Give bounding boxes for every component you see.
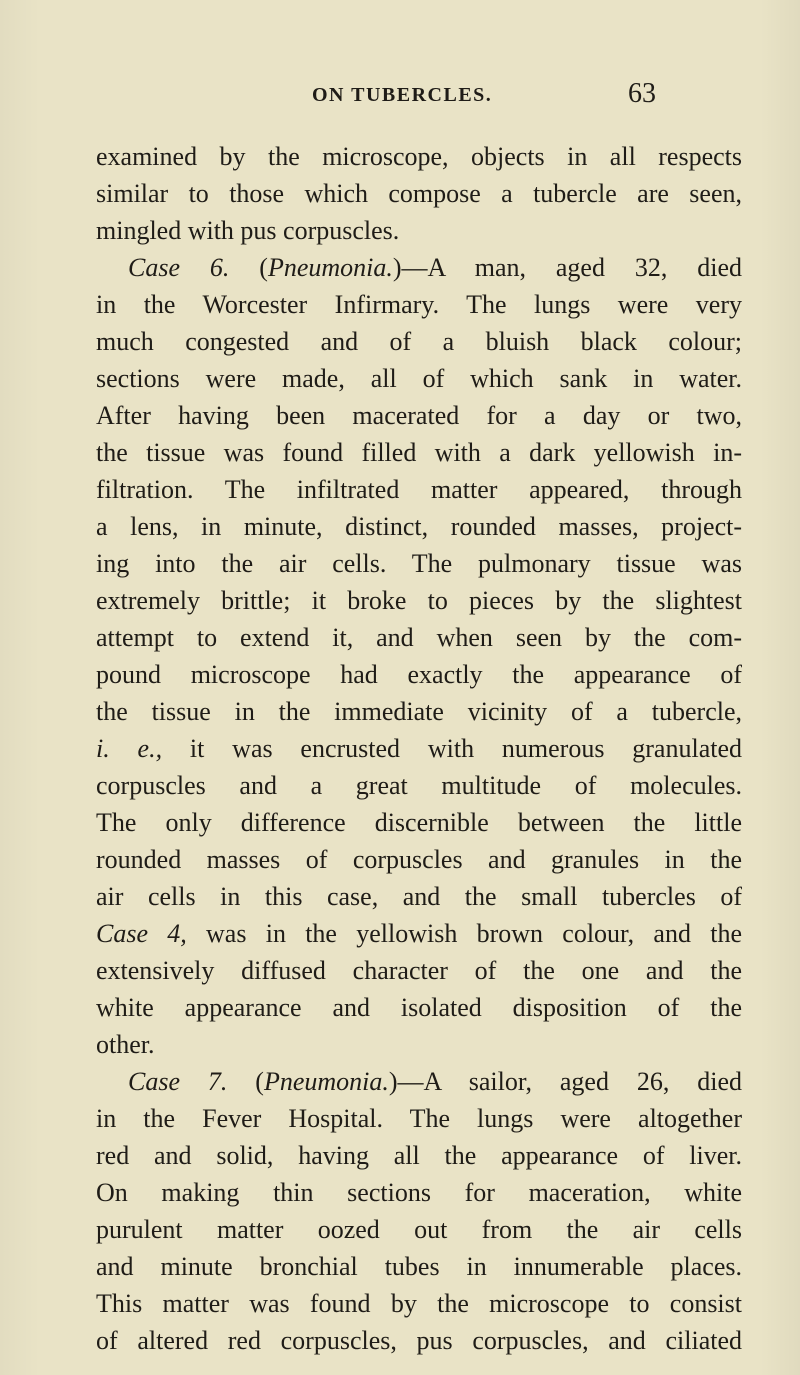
text-line: and minute bronchial tubes in innumerable places. [96,1252,742,1281]
text-line: of altered red corpuscles, pus corpuscles, and ciliated [96,1326,742,1355]
text-line: extremely brittle; it broke to pieces by the slightest [96,586,742,615]
text-line: filtration. The infiltrated matter appeared, through [96,475,742,504]
paren-open: ( [229,253,268,282]
text-line: much congested and of a bluish black colour; [96,327,742,356]
text-line: in the Worcester Infirmary. The lungs were very [96,290,742,319]
text-line: extensively diffused character of the one and the [96,956,742,985]
running-title: ON TUBERCLES. [312,84,493,106]
case-label: Case 6. [128,253,230,282]
body-text [96,138,742,1359]
case-label: Case 7. [128,1067,228,1096]
text-line [96,730,742,767]
text-line: ing into the air cells. The pulmonary tissue was [96,549,742,578]
case-intro: )—A sailor, aged 26, died [388,1067,742,1096]
text-line: a lens, in minute, distinct, rounded masses, project- [96,512,742,541]
text-line: red and solid, having all the appearance of liver. [96,1141,742,1170]
text-line: the tissue in the immediate vicinity of a tubercle, [96,697,742,726]
case-reference: Case 4, [96,919,187,948]
text-line: pound microscope had exactly the appearance of [96,660,742,689]
text-line [96,915,742,952]
text-line: other. [96,1030,155,1059]
text-line: purulent matter oozed out from the air cells [96,1215,742,1244]
text-span: it was encrusted with numerous granulated [162,734,742,763]
text-line: similar to those which compose a tubercle are seen, [96,179,742,208]
diagnosis-title: Pneumonia. [263,1067,389,1096]
paren-open: ( [227,1067,264,1096]
text-line: air cells in this case, and the small tubercles of [96,882,742,911]
text-line: attempt to extend it, and when seen by the com- [96,623,742,652]
text-line: white appearance and isolated disposition of the [96,993,742,1022]
text-span: was in the yellowish brown colour, and the [186,919,742,948]
text-line: in the Fever Hospital. The lungs were altogether [96,1104,742,1133]
text-line: On making thin sections for maceration, white [96,1178,742,1207]
case-intro: )—A man, aged 32, died [392,253,742,282]
text-line: sections were made, all of which sank in water. [96,364,742,393]
text-line: corpuscles and a great multitude of molecules. [96,771,742,800]
case-7-heading-line [96,1063,742,1100]
text-line: the tissue was found filled with a dark yellowish in- [96,438,742,467]
case-6-heading-line [96,249,742,286]
diagnosis-title: Pneumonia. [267,253,393,282]
text-line: After having been macerated for a day or two, [96,401,742,430]
text-line: rounded masses of corpuscles and granules in the [96,845,742,874]
text-line: The only difference discernible between the little [96,808,742,837]
page-number: 63 [628,78,656,109]
ie-abbreviation: i. e., [96,734,163,763]
running-head [0,78,800,118]
text-line: examined by the microscope, objects in all respects [96,142,742,171]
text-line: This matter was found by the microscope to consist [96,1289,742,1318]
text-line: mingled with pus corpuscles. [96,216,400,245]
